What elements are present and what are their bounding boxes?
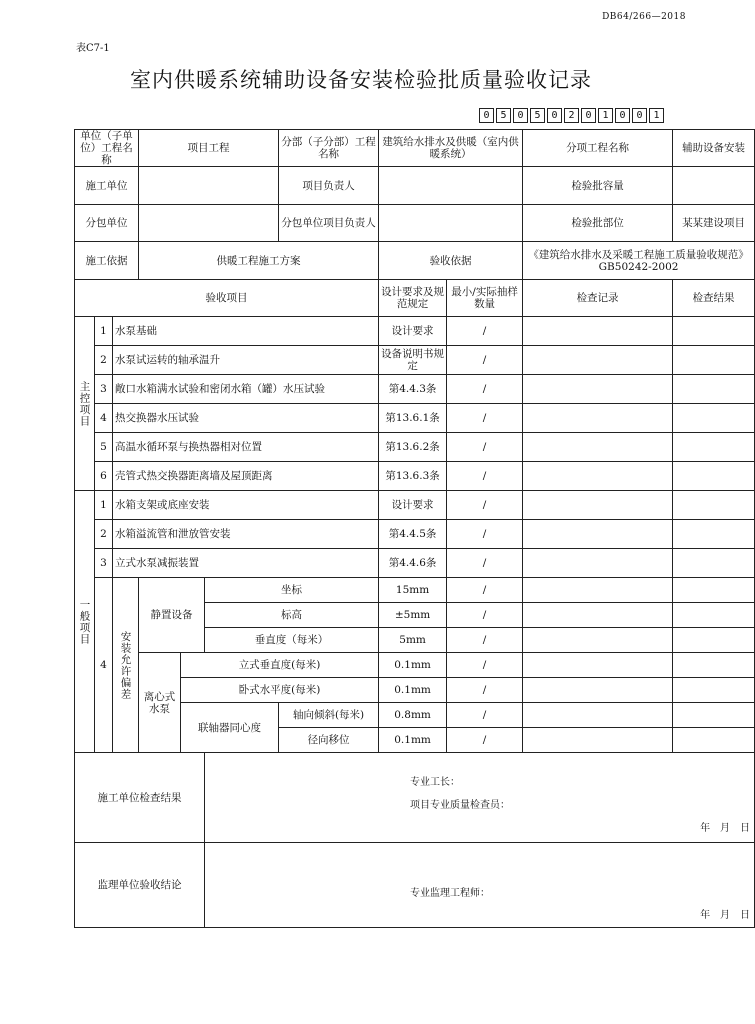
item-name: 壳管式热交换器距离墙及屋顶距离 [113, 462, 379, 491]
item-result[interactable] [673, 578, 755, 603]
item-record[interactable] [523, 549, 673, 578]
item-number: 6 [95, 462, 113, 491]
static-equipment-label: 静置设备 [139, 578, 205, 653]
acceptance-basis-label: 验收依据 [379, 242, 523, 280]
code-digit[interactable]: 1 [649, 108, 664, 123]
inspection-record-table [74, 129, 755, 928]
item-result[interactable] [673, 703, 755, 728]
item-result[interactable] [673, 728, 755, 753]
supervision-area[interactable] [205, 843, 755, 928]
item-name: 热交换器水压试验 [113, 404, 379, 433]
subitem-value[interactable]: 辅助设备安装 [673, 130, 755, 167]
item-requirement: 第4.4.6条 [379, 549, 447, 578]
code-digit[interactable]: 5 [496, 108, 511, 123]
sub-pm-label: 分包单位项目负责人 [279, 205, 379, 242]
batch-part-label: 检验批部位 [523, 205, 673, 242]
item-requirement: 5mm [379, 628, 447, 653]
item-record[interactable] [523, 703, 673, 728]
item-record[interactable] [523, 603, 673, 628]
item-result[interactable] [673, 375, 755, 404]
item-name: 立式水泵减振装置 [113, 549, 379, 578]
construction-check-label: 施工单位检查结果 [75, 753, 205, 843]
table-row [75, 549, 755, 578]
subcontractor-label: 分包单位 [75, 205, 139, 242]
item-result[interactable] [673, 433, 755, 462]
tolerance-item: 径向移位 [279, 728, 379, 753]
item-record[interactable] [523, 346, 673, 375]
acceptance-basis-value[interactable]: 《建筑给水排水及采暖工程施工质量验收规范》GB50242-2002 [523, 242, 755, 280]
item-record[interactable] [523, 375, 673, 404]
col-item-header: 验收项目 [75, 280, 379, 317]
code-digit[interactable]: 5 [530, 108, 545, 123]
centrifugal-pump-label: 离心式水泵 [139, 653, 181, 753]
item-sample[interactable]: / [447, 375, 523, 404]
tolerance-item: 垂直度（每米） [205, 628, 379, 653]
code-digit[interactable]: 0 [615, 108, 630, 123]
item-result[interactable] [673, 653, 755, 678]
item-record[interactable] [523, 653, 673, 678]
item-result[interactable] [673, 462, 755, 491]
batch-code-boxes [479, 108, 666, 123]
item-record[interactable] [523, 404, 673, 433]
item-name: 水箱支架或底座安装 [113, 491, 379, 520]
item-sample[interactable]: / [447, 653, 523, 678]
item-result[interactable] [673, 317, 755, 346]
item-result[interactable] [673, 404, 755, 433]
item-name: 水箱溢流管和泄放管安装 [113, 520, 379, 549]
table-row [75, 491, 755, 520]
item-sample[interactable]: / [447, 628, 523, 653]
supervising-engineer-label: 专业监理工程师： [410, 888, 491, 899]
col-result-header: 检查结果 [673, 280, 755, 317]
item-sample[interactable]: / [447, 491, 523, 520]
item-result[interactable] [673, 346, 755, 375]
unit-value[interactable]: 项目工程 [139, 130, 279, 167]
item-number: 2 [95, 520, 113, 549]
item-record[interactable] [523, 317, 673, 346]
item-sample[interactable]: / [447, 520, 523, 549]
item-requirement: 0.8mm [379, 703, 447, 728]
subcontractor-value[interactable] [139, 205, 279, 242]
batch-capacity-label: 检验批容量 [523, 167, 673, 205]
item-sample[interactable]: / [447, 603, 523, 628]
item-requirement: 0.1mm [379, 653, 447, 678]
item-requirement: 第13.6.2条 [379, 433, 447, 462]
batch-part-value[interactable]: 某某建设项目 [673, 205, 755, 242]
code-digit[interactable]: 1 [598, 108, 613, 123]
item-result[interactable] [673, 491, 755, 520]
table-row [75, 462, 755, 491]
item-requirement: 15mm [379, 578, 447, 603]
col-design-header: 设计要求及规范规定 [379, 280, 447, 317]
item-requirement: 设计要求 [379, 317, 447, 346]
code-digit[interactable]: 2 [564, 108, 579, 123]
batch-capacity-value[interactable] [673, 167, 755, 205]
item-sample[interactable]: / [447, 404, 523, 433]
item-requirement: 0.1mm [379, 678, 447, 703]
item-record[interactable] [523, 433, 673, 462]
item-requirement: 设备说明书规定 [379, 346, 447, 375]
item-name: 敞口水箱满水试验和密闭水箱（罐）水压试验 [113, 375, 379, 404]
item-number: 2 [95, 346, 113, 375]
table-row [75, 578, 755, 603]
item-record[interactable] [523, 728, 673, 753]
item-number: 3 [95, 549, 113, 578]
general-item-label: 一般项目 [75, 491, 95, 753]
tolerance-item: 卧式水平度(每米) [181, 678, 379, 703]
quality-inspector-label: 项目专业质量检查员： [410, 800, 511, 811]
item-sample[interactable]: / [447, 703, 523, 728]
tolerance-group-label: 安装允许偏差 [113, 578, 139, 753]
project-manager-value[interactable] [379, 167, 523, 205]
item-requirement: 第13.6.3条 [379, 462, 447, 491]
item-record[interactable] [523, 628, 673, 653]
construction-check-area[interactable] [205, 753, 755, 843]
main-control-label: 主控项目 [75, 317, 95, 491]
tolerance-item: 立式垂直度(每米) [181, 653, 379, 678]
code-digit[interactable]: 0 [513, 108, 528, 123]
foreman-signature-label: 专业工长： [410, 777, 461, 788]
table-row [75, 375, 755, 404]
item-sample[interactable]: / [447, 317, 523, 346]
construction-basis-label: 施工依据 [75, 242, 139, 280]
construction-unit-value[interactable] [139, 167, 279, 205]
item-sample[interactable]: / [447, 728, 523, 753]
item-record[interactable] [523, 462, 673, 491]
item-record[interactable] [523, 578, 673, 603]
table-number: 表C7-1 [76, 43, 110, 54]
item-result[interactable] [673, 520, 755, 549]
item-number: 1 [95, 317, 113, 346]
code-digit[interactable]: 0 [632, 108, 647, 123]
tolerance-item: 轴向倾斜(每米) [279, 703, 379, 728]
item-sample[interactable]: / [447, 678, 523, 703]
sub-pm-value[interactable] [379, 205, 523, 242]
col-sample-header: 最小/实际抽样数量 [447, 280, 523, 317]
subitem-label: 分项工程名称 [523, 130, 673, 167]
construction-unit-label: 施工单位 [75, 167, 139, 205]
item-requirement: 设计要求 [379, 491, 447, 520]
item-result[interactable] [673, 603, 755, 628]
col-record-header: 检查记录 [523, 280, 673, 317]
tolerance-item: 坐标 [205, 578, 379, 603]
item-result[interactable] [673, 549, 755, 578]
unit-label: 单位（子单位）工程名称 [75, 130, 139, 167]
construction-basis-value[interactable]: 供暖工程施工方案 [139, 242, 379, 280]
item-result[interactable] [673, 628, 755, 653]
item-requirement: 0.1mm [379, 728, 447, 753]
item-name: 水泵基础 [113, 317, 379, 346]
item-record[interactable] [523, 678, 673, 703]
item-record[interactable] [523, 520, 673, 549]
table-row [75, 346, 755, 375]
item-name: 水泵试运转的轴承温升 [113, 346, 379, 375]
item-number: 4 [95, 404, 113, 433]
item-result[interactable] [673, 678, 755, 703]
item-number: 1 [95, 491, 113, 520]
item-number: 4 [95, 578, 113, 753]
tolerance-item: 标高 [205, 603, 379, 628]
item-sample[interactable]: / [447, 549, 523, 578]
item-sample[interactable]: / [447, 346, 523, 375]
supervision-date: 年 月 日 [700, 910, 751, 921]
code-digit[interactable]: 0 [479, 108, 494, 123]
item-number: 5 [95, 433, 113, 462]
construction-check-date: 年 月 日 [700, 823, 751, 834]
table-row [75, 317, 755, 346]
table-row [75, 433, 755, 462]
coupling-label: 联轴器同心度 [181, 703, 279, 753]
table-row [75, 653, 755, 678]
item-sample[interactable]: / [447, 578, 523, 603]
division-label: 分部（子分部）工程名称 [279, 130, 379, 167]
project-manager-label: 项目负责人 [279, 167, 379, 205]
item-name: 高温水循环泵与换热器相对位置 [113, 433, 379, 462]
item-sample[interactable]: / [447, 462, 523, 491]
table-row [75, 404, 755, 433]
code-digit[interactable]: 0 [581, 108, 596, 123]
table-row [75, 520, 755, 549]
standard-code: DB64/266—2018 [602, 12, 686, 22]
item-number: 3 [95, 375, 113, 404]
item-requirement: 第13.6.1条 [379, 404, 447, 433]
item-requirement: ±5mm [379, 603, 447, 628]
item-requirement: 第4.4.5条 [379, 520, 447, 549]
item-sample[interactable]: / [447, 433, 523, 462]
division-value[interactable]: 建筑给水排水及供暖（室内供暖系统） [379, 130, 523, 167]
code-digit[interactable]: 0 [547, 108, 562, 123]
supervision-label: 监理单位验收结论 [75, 843, 205, 928]
item-requirement: 第4.4.3条 [379, 375, 447, 404]
page-title: 室内供暖系统辅助设备安装检验批质量验收记录 [130, 68, 592, 92]
item-record[interactable] [523, 491, 673, 520]
